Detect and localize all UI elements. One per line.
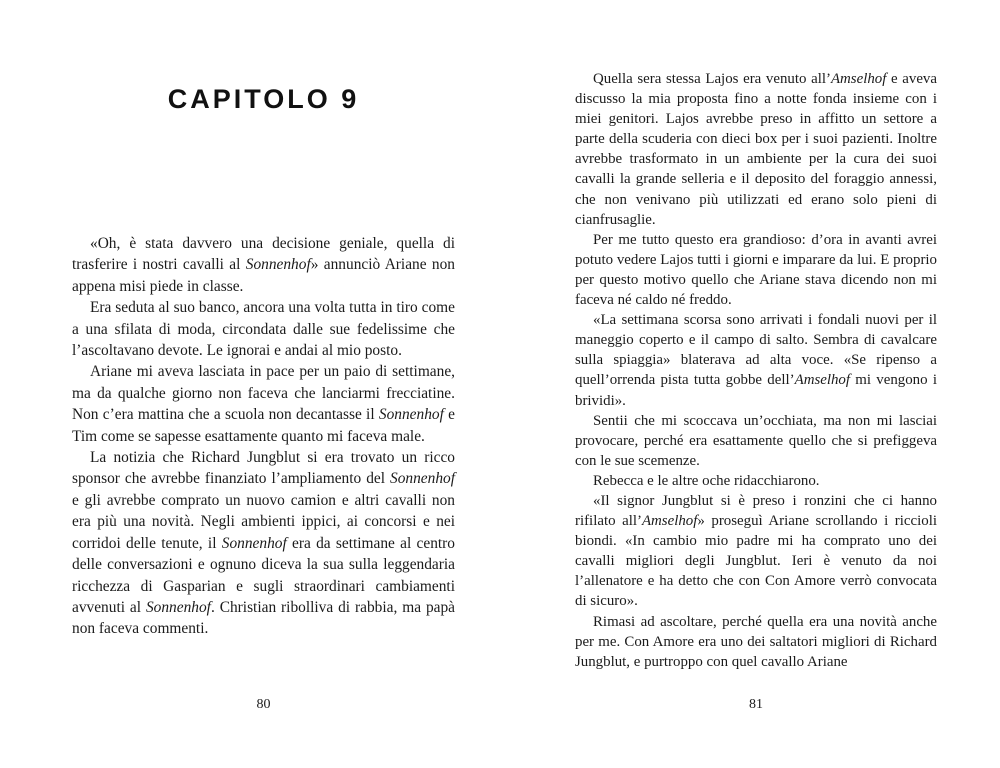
italic-term: Sonnenhof bbox=[145, 598, 211, 616]
paragraph: La notizia che Richard Jungblut si era trovato un ricco sponsor che avrebbe finanziato l’ampliamento del Sonnenhof e gli avrebbe comprato un nuovo camion e altri cavalli non era più una novità. Negli ambienti ippici, ai concorsi e nei corridoi delle tenute, il Sonnenhof era da settimane al centro delle conversazioni e ognuno diceva la sua sulla leggendaria ricchezza di Gasparian e sugli straordinari cambiamenti avvenuti al Sonnenhof. Christian ribolliva di rabbia, ma papà non faceva commenti. bbox=[72, 449, 456, 638]
italic-term: Amselhof bbox=[641, 513, 698, 530]
right-page-body bbox=[575, 69, 937, 672]
paragraph: Rebecca e le altre oche ridacchiarono. bbox=[593, 472, 820, 489]
italic-term: Sonnenhof bbox=[245, 256, 311, 274]
page-right bbox=[575, 0, 937, 768]
italic-term: Sonnenhof bbox=[221, 534, 287, 552]
paragraph: Ariane mi aveva lasciata in pace per un paio di settimane, ma da qualche giorno non faceva che lanciarmi frecciatine. Non c’era mattina che a scuola non decantasse il Sonnenhof e Tim come se sapesse esattamente quanto mi faceva male. bbox=[72, 363, 455, 445]
paragraph: Quella sera stessa Lajos era venuto all’Amselhof e aveva discusso la mia proposta fino a notte fonda insieme con i miei genitori. Lajos avrebbe preso in affitto un settore a parte della scuderia con dieci box per i suoi pazienti. Inoltre avrebbe trasformato in un ambiente per la cura dei suoi cavalli la grande selleria e il deposito del foraggio annessi, che non venivano più utilizzati ed erano solo pieni di cianfrusaglie. bbox=[575, 71, 937, 228]
paragraph: «Il signor Jungblut si è preso i ronzini che ci hanno rifilato all’Amselhof» proseguì Ariane scrollando i riccioli biondi. «In cambio mio padre mi ha comprato uno dei cavalli migliori degli Jungblut. Ieri è venuto da noi l’allenatore e ha detto che con Con Amore verrò convocata di sicuro». bbox=[575, 492, 937, 610]
paragraph: «Oh, è stata davvero una decisione geniale, quella di trasferire i nostri cavalli al Sonnenhof» annunciò Ariane non appena misi piede in classe. bbox=[72, 235, 456, 295]
paragraph: Per me tutto questo era grandioso: d’ora in avanti avrei potuto vedere Lajos tutti i giorni e imparare da lui. E proprio per questo motivo quello che Ariane stava dicendo non mi faceva né caldo né freddo. bbox=[575, 231, 937, 309]
paragraph: Sentii che mi scoccava un’occhiata, ma non mi lasciai provocare, perché era esattamente quello che si prefiggeva con le sue scemenze. bbox=[575, 412, 937, 469]
paragraph: Era seduta al suo banco, ancora una volta tutta in tiro come a una sfilata di moda, circondata dalle sue fedelissime che l’ascoltavano devote. Le ignorai e andai al mio posto. bbox=[72, 299, 455, 360]
italic-term: Sonnenhof bbox=[390, 470, 455, 488]
left-page-body bbox=[72, 233, 455, 640]
italic-term: Sonnenhof bbox=[378, 406, 444, 424]
page-left bbox=[72, 0, 455, 768]
page-number-left: 80 bbox=[256, 697, 271, 712]
chapter-heading: CAPITOLO 9 bbox=[167, 84, 360, 114]
paragraph: «La settimana scorsa sono arrivati i fondali nuovi per il maneggio coperto e il campo di salto. Sembra di cavalcare sulla spiaggia» blaterava ad alta voce. «Se ripenso a quell’orrenda pista tutta gobbe dell’Amselhof mi vengono i brividi». bbox=[575, 312, 937, 409]
paragraph: Rimasi ad ascoltare, perché quella era una novità anche per me. Con Amore era uno dei saltatori migliori di Richard Jungblut, e purtroppo con quel cavallo Ariane bbox=[575, 613, 937, 670]
page-number-right: 81 bbox=[749, 697, 763, 712]
italic-term: Amselhof bbox=[794, 372, 851, 389]
italic-term: Amselhof bbox=[830, 71, 887, 87]
